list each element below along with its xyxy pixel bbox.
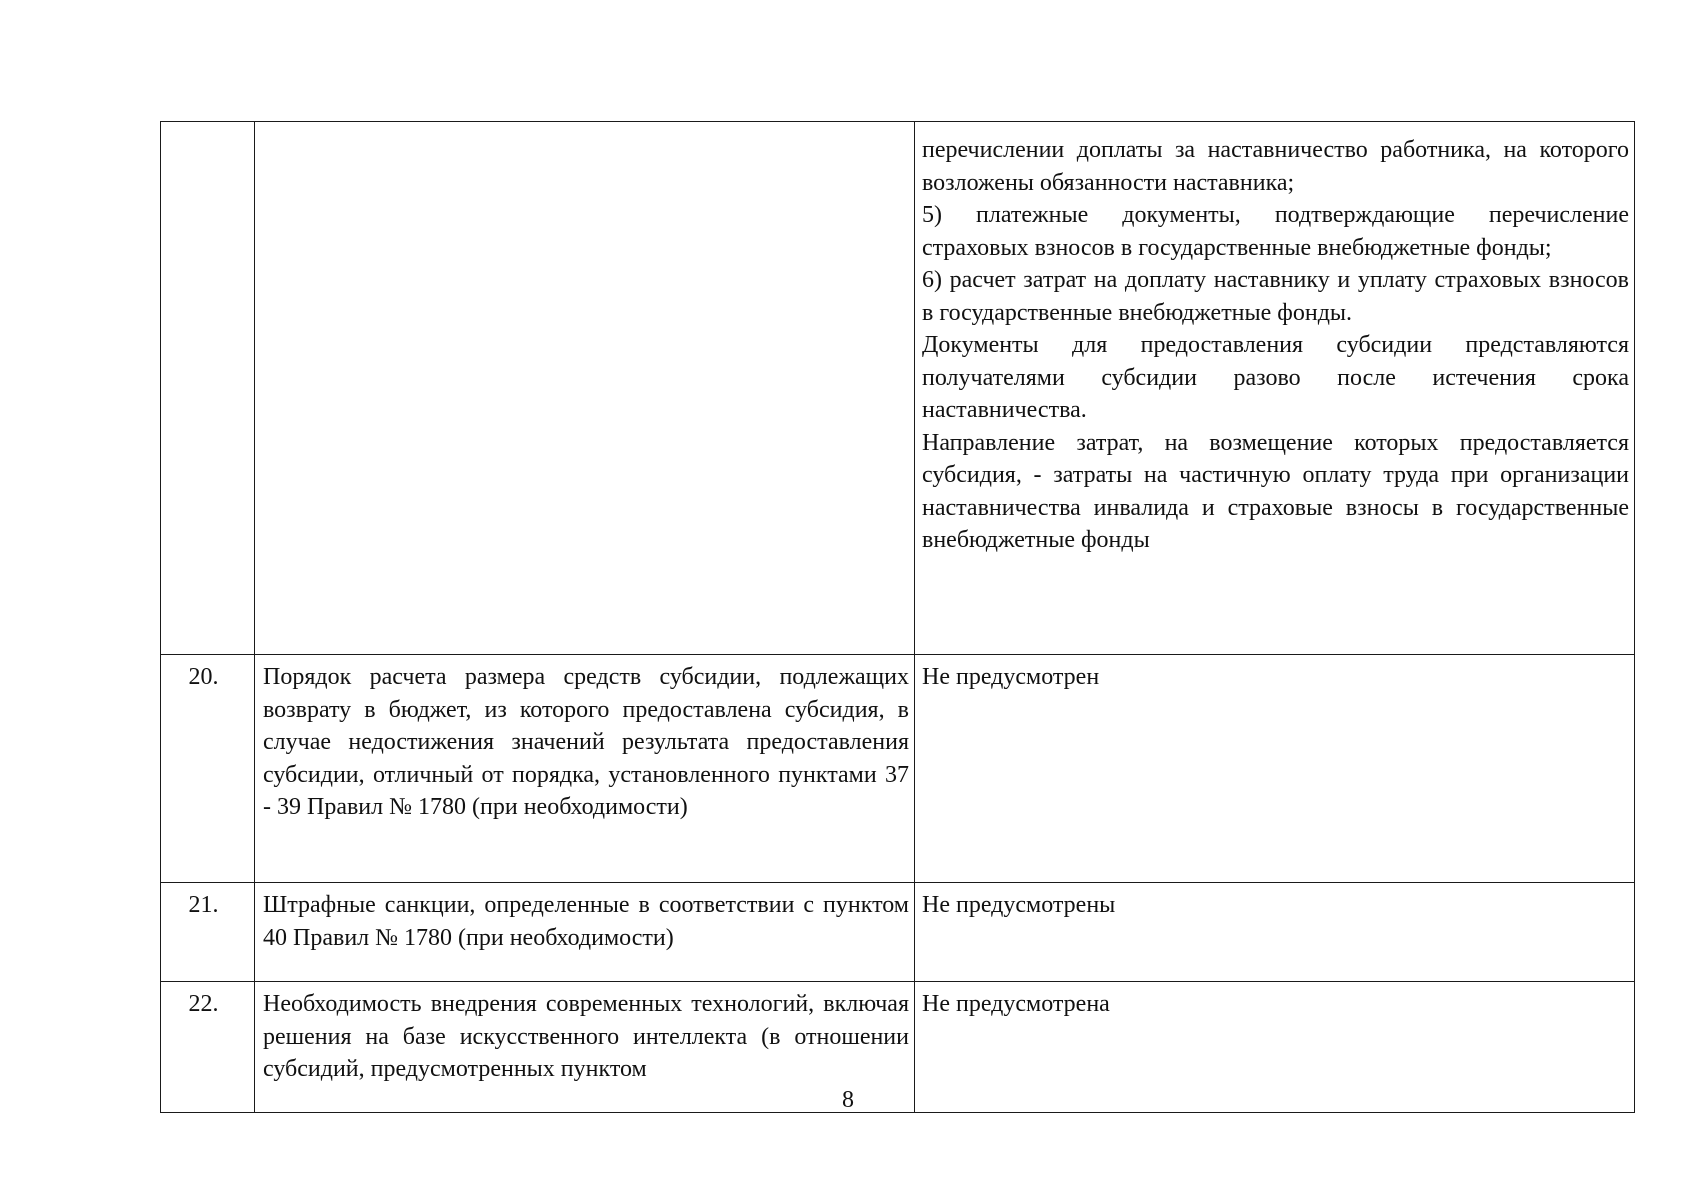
value-paragraph: Направление затрат, на возмещение которых предоставляется субсидия, - затраты на частичную оплату труда при организации наставничества инвалида и страховые взносы в государственные внебюджетные фонды (922, 429, 1629, 553)
regulation-table (160, 121, 1635, 1113)
row-number-cell: 22. (161, 982, 255, 1113)
table-row (161, 883, 1635, 982)
row-number-cell (161, 122, 255, 655)
value-paragraph: Документы для предоставления субсидии представляются получателями субсидии разово после истечения срока наставничества. (922, 332, 1629, 423)
value-paragraph: перечислении доплаты за наставничество работника, на которого возложены обязанности наставника; (922, 137, 1629, 196)
row-description-cell (255, 122, 915, 655)
row-value-cell: Не предусмотрен (915, 655, 1635, 883)
row-number-cell: 20. (161, 655, 255, 883)
row-description-cell: Штрафные санкции, определенные в соответствии с пунктом 40 Правил № 1780 (при необходимости) (255, 883, 915, 982)
row-value-cell (915, 122, 1635, 655)
row-description-cell: Порядок расчета размера средств субсидии, подлежащих возврату в бюджет, из которого предоставлена субсидия, в случае недостижения значений результата предоставления субсидии, отличный от порядка, установленного пунктами 37 - 39 Правил № 1780 (при необходимости) (255, 655, 915, 883)
table-row (161, 655, 1635, 883)
row-number-cell: 21. (161, 883, 255, 982)
value-paragraph: 5) платежные документы, подтверждающие перечисление страховых взносов в государственные внебюджетные фонды; (922, 202, 1629, 261)
table-row-continuation (161, 122, 1635, 655)
row-value-cell: Не предусмотрены (915, 883, 1635, 982)
value-paragraph: 6) расчет затрат на доплату наставнику и уплату страховых взносов в государственные внебюджетные фонды. (922, 267, 1629, 326)
row-description-cell: Необходимость внедрения современных технологий, включая решения на базе искусственного интеллекта (в отношении субсидий, предусмотренных пунктом (255, 982, 915, 1113)
row-value-cell: Не предусмотрена (915, 982, 1635, 1113)
page-number: 8 (842, 1087, 854, 1113)
